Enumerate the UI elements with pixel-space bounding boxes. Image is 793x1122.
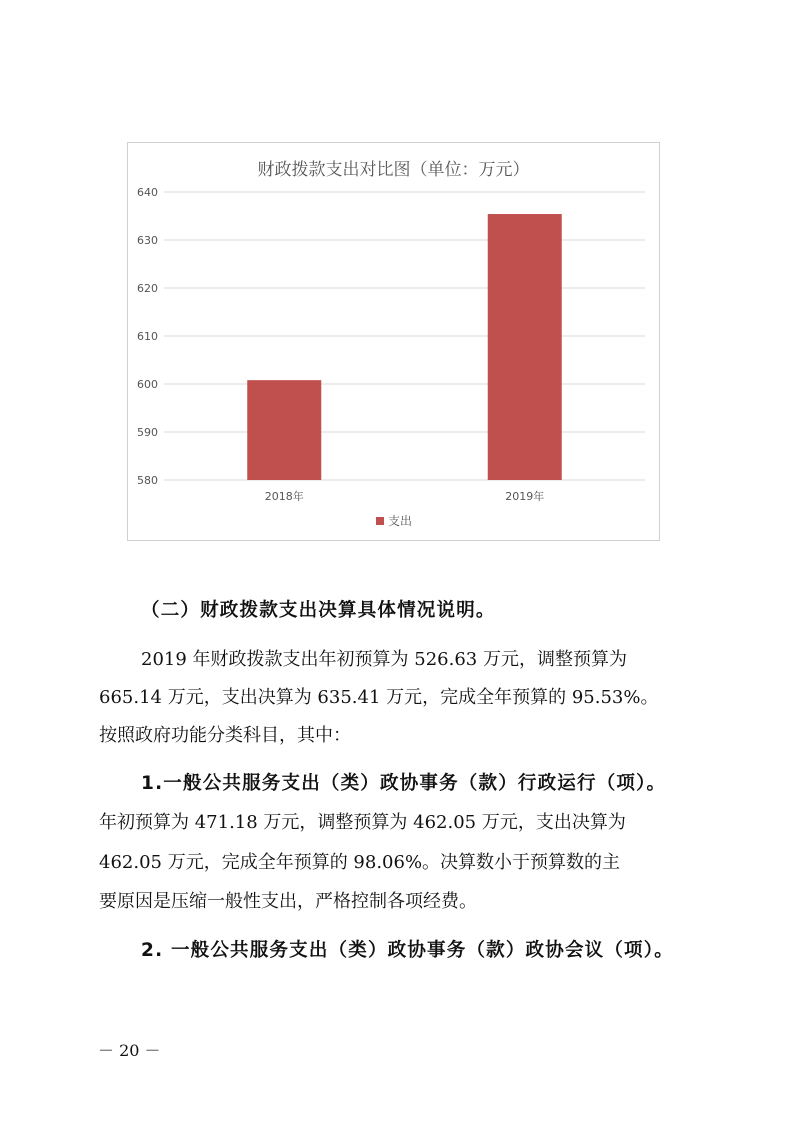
y-tick-label: 590 (137, 426, 158, 439)
x-tick-label: 2019年 (505, 490, 545, 503)
bar (247, 380, 321, 480)
paragraph-line: 2019 年财政拨款支出年初预算为 526.63 万元，调整预算为 (141, 649, 627, 670)
y-tick-label: 610 (137, 330, 158, 343)
chart-title: 财政拨款支出对比图（单位：万元） (257, 160, 530, 180)
section-heading: （二）财政拨款支出决算具体情况说明。 (141, 600, 496, 621)
y-tick-label: 640 (137, 186, 158, 199)
y-tick-label: 600 (137, 378, 158, 391)
legend-swatch (376, 517, 384, 525)
bar (488, 214, 562, 480)
y-tick-label: 580 (137, 474, 158, 487)
item1-heading: 1.一般公共服务支出（类）政协事务（款）行政运行（项）。 (141, 773, 667, 794)
paragraph-line: 665.14 万元，支出决算为 635.41 万元，完成全年预算的 95.53%。 (99, 687, 659, 708)
y-tick-label: 630 (137, 234, 158, 247)
chart-plot (128, 143, 661, 542)
y-tick-label: 620 (137, 282, 158, 295)
item2-heading: 2. 一般公共服务支出（类）政协事务（款）政协会议（项）。 (141, 940, 674, 961)
paragraph-line: 462.05 万元，完成全年预算的 98.06%。决算数小于预算数的主 (99, 852, 621, 873)
paragraph-line: 按照政府功能分类科目，其中： (99, 725, 351, 746)
page-number: － 20 － (98, 1041, 161, 1060)
paragraph-line: 年初预算为 471.18 万元，调整预算为 462.05 万元，支出决算为 (99, 812, 626, 833)
paragraph-line: 要原因是压缩一般性支出，严格控制各项经费。 (99, 891, 477, 912)
expenditure-chart (127, 142, 660, 541)
x-tick-label: 2018年 (264, 490, 304, 503)
legend-label: 支出 (388, 514, 413, 528)
